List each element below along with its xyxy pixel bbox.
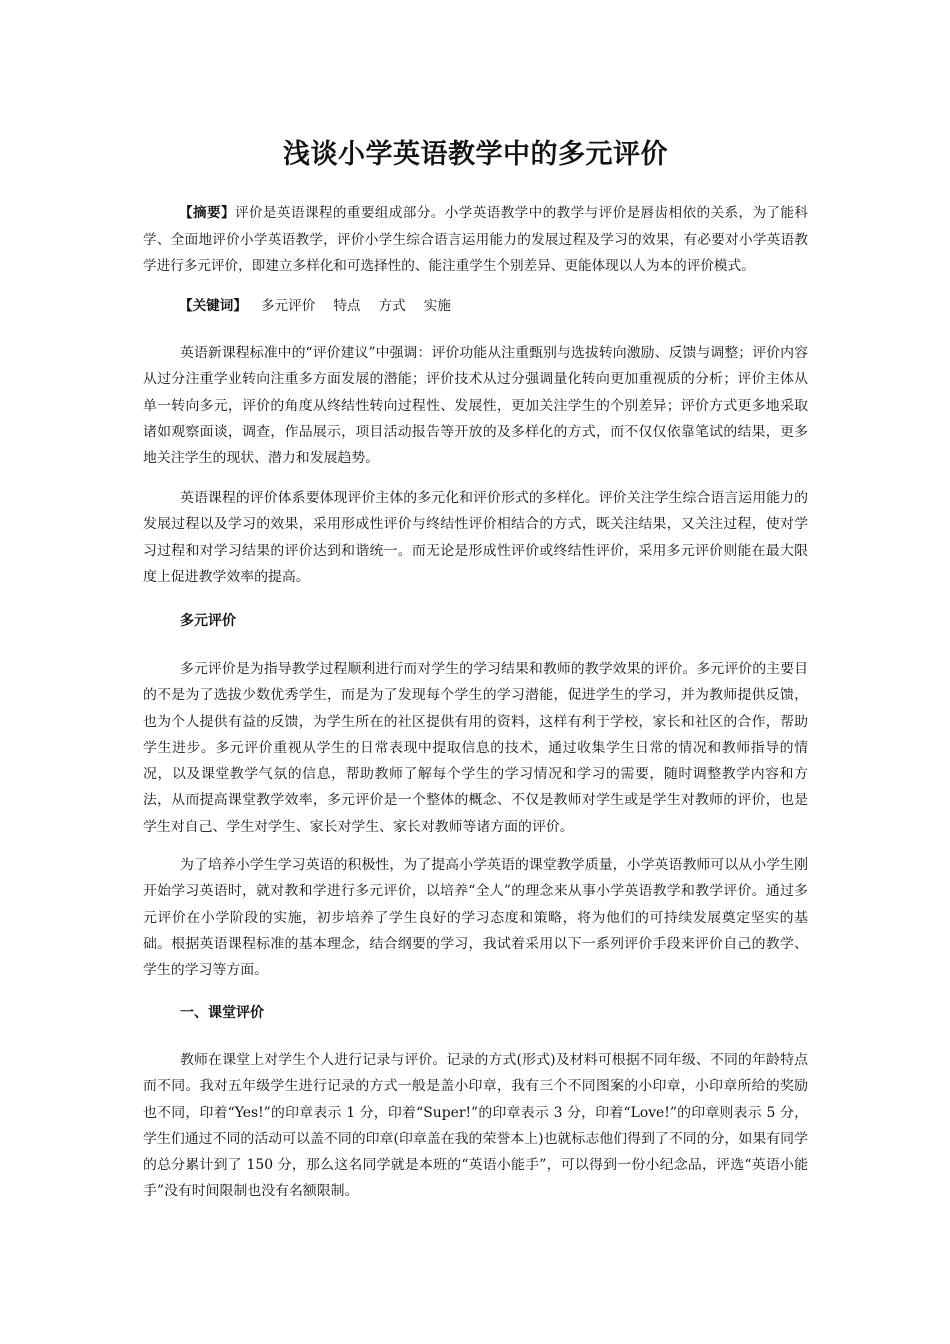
keywords-line bbox=[179, 293, 451, 319]
document-title: 浅谈小学英语教学中的多元评价 bbox=[283, 139, 668, 170]
body-paragraph: 多元评价是为指导教学过程顺利进行而对学生的学习结果和教师的教学效果的评价。多元评价的主要目的不是为了选拔少数优秀学生，而是为了发现每个学生的学习潜能，促进学生的学习，并为教师提供反馈，也为个人提供有益的反馈，为学生所在的社区提供有用的资料，这样有利于学校，家长和社区的合作，帮助学生进步。多元评价重视从学生的日常表现中提取信息的技术，通过收集学生日常的情况和教师指导的情况，以及课堂教学气氛的信息，帮助教师了解每个学生的学习情况和学习的需要，随时调整教学内容和方法，从而提高课堂教学效率，多元评价是一个整体的概念、不仅是教师对学生或是学生对教师的评价，也是学生对自己、学生对学生、家长对学生、家长对教师等诸方面的评价。 bbox=[143, 661, 808, 835]
body-paragraph: 为了培养小学生学习英语的积极性，为了提高小学英语的课堂教学质量，小学英语教师可以从小学生刚开始学习英语时，就对教和学进行多元评价，以培养“全人”的理念来从事小学英语教学和教学评价。通过多元评价在小学阶段的实施，初步培养了学生良好的学习态度和策略，将为他们的可持续发展奠定坚实的基础。根据英语课程标准的基本理念，结合纲要的学习，我试着采用以下一系列评价手段来评价自己的教学、学生的学习等方面。 bbox=[143, 857, 808, 979]
section-heading: 一、课堂评价 bbox=[180, 1005, 264, 1021]
abstract-label: 【摘要】 bbox=[179, 205, 235, 221]
body-paragraph: 教师在课堂上对学生个人进行记录与评价。记录的方式(形式)及材料可根据不同年级、不同的年龄特点而不同。我对五年级学生进行记录的方式一般是盖小印章，我有三个不同图案的小印章，小印章所给的奖励也不同，印着“Yes!”的印章表示 1 分，印着“Super!”的印章表示 3 分，印着“Love!”的印章则表示 5 分，学生们通过不同的活动可以盖不同的印章(印章盖在我的荣誉本上)也就标志他们得到了不同的分，如果有同学的总分累计到了 150 分，那么这名同学就是本班的“英语小能手”，可以得到一份小纪念品，评选“英语小能手”没有时间限制也没有名额限制。 bbox=[143, 1052, 808, 1200]
body-paragraph: 英语新课程标准中的“评价建议”中强调：评价功能从注重甄别与选拔转向激励、反馈与调整；评价内容从过分注重学业转向注重多方面发展的潜能；评价技术从过分强调量化转向更加重视质的分析；评价主体从单一转向多元，评价的角度从终结性转向过程性、发展性，更加关注学生的个别差异；评价方式更多地采取诸如观察面谈，调查，作品展示，项目活动报告等开放的及多样化的方式，而不仅仅依靠笔试的结果，更多地关注学生的现状、潜力和发展趋势。 bbox=[143, 345, 808, 467]
keyword-item: 特点 bbox=[333, 298, 361, 314]
keyword-item: 实施 bbox=[423, 298, 451, 314]
keyword-item: 多元评价 bbox=[260, 298, 316, 314]
keywords-label: 【关键词】 bbox=[179, 298, 247, 314]
keyword-item: 方式 bbox=[378, 298, 406, 314]
section-heading: 多元评价 bbox=[180, 613, 236, 629]
body-paragraph: 英语课程的评价体系要体现评价主体的多元化和评价形式的多样化。评价关注学生综合语言运用能力的发展过程以及学习的效果，采用形成性评价与终结性评价相结合的方式，既关注结果，又关注过程，使对学习过程和对学习结果的评价达到和谐统一。而无论是形成性评价或终结性评价，采用多元评价则能在最大限度上促进教学效率的提高。 bbox=[143, 490, 808, 585]
abstract-paragraph bbox=[143, 200, 808, 280]
abstract-text: 评价是英语课程的重要组成部分。小学英语教学中的教学与评价是唇齿相依的关系，为了能科学、全面地评价小学英语教学，评价小学生综合语言运用能力的发展过程及学习的效果，有必要对小学英语教学进行多元评价，即建立多样化和可选择性的、能注重学生个别差异、更能体现以人为本的评价模式。 bbox=[143, 205, 809, 274]
